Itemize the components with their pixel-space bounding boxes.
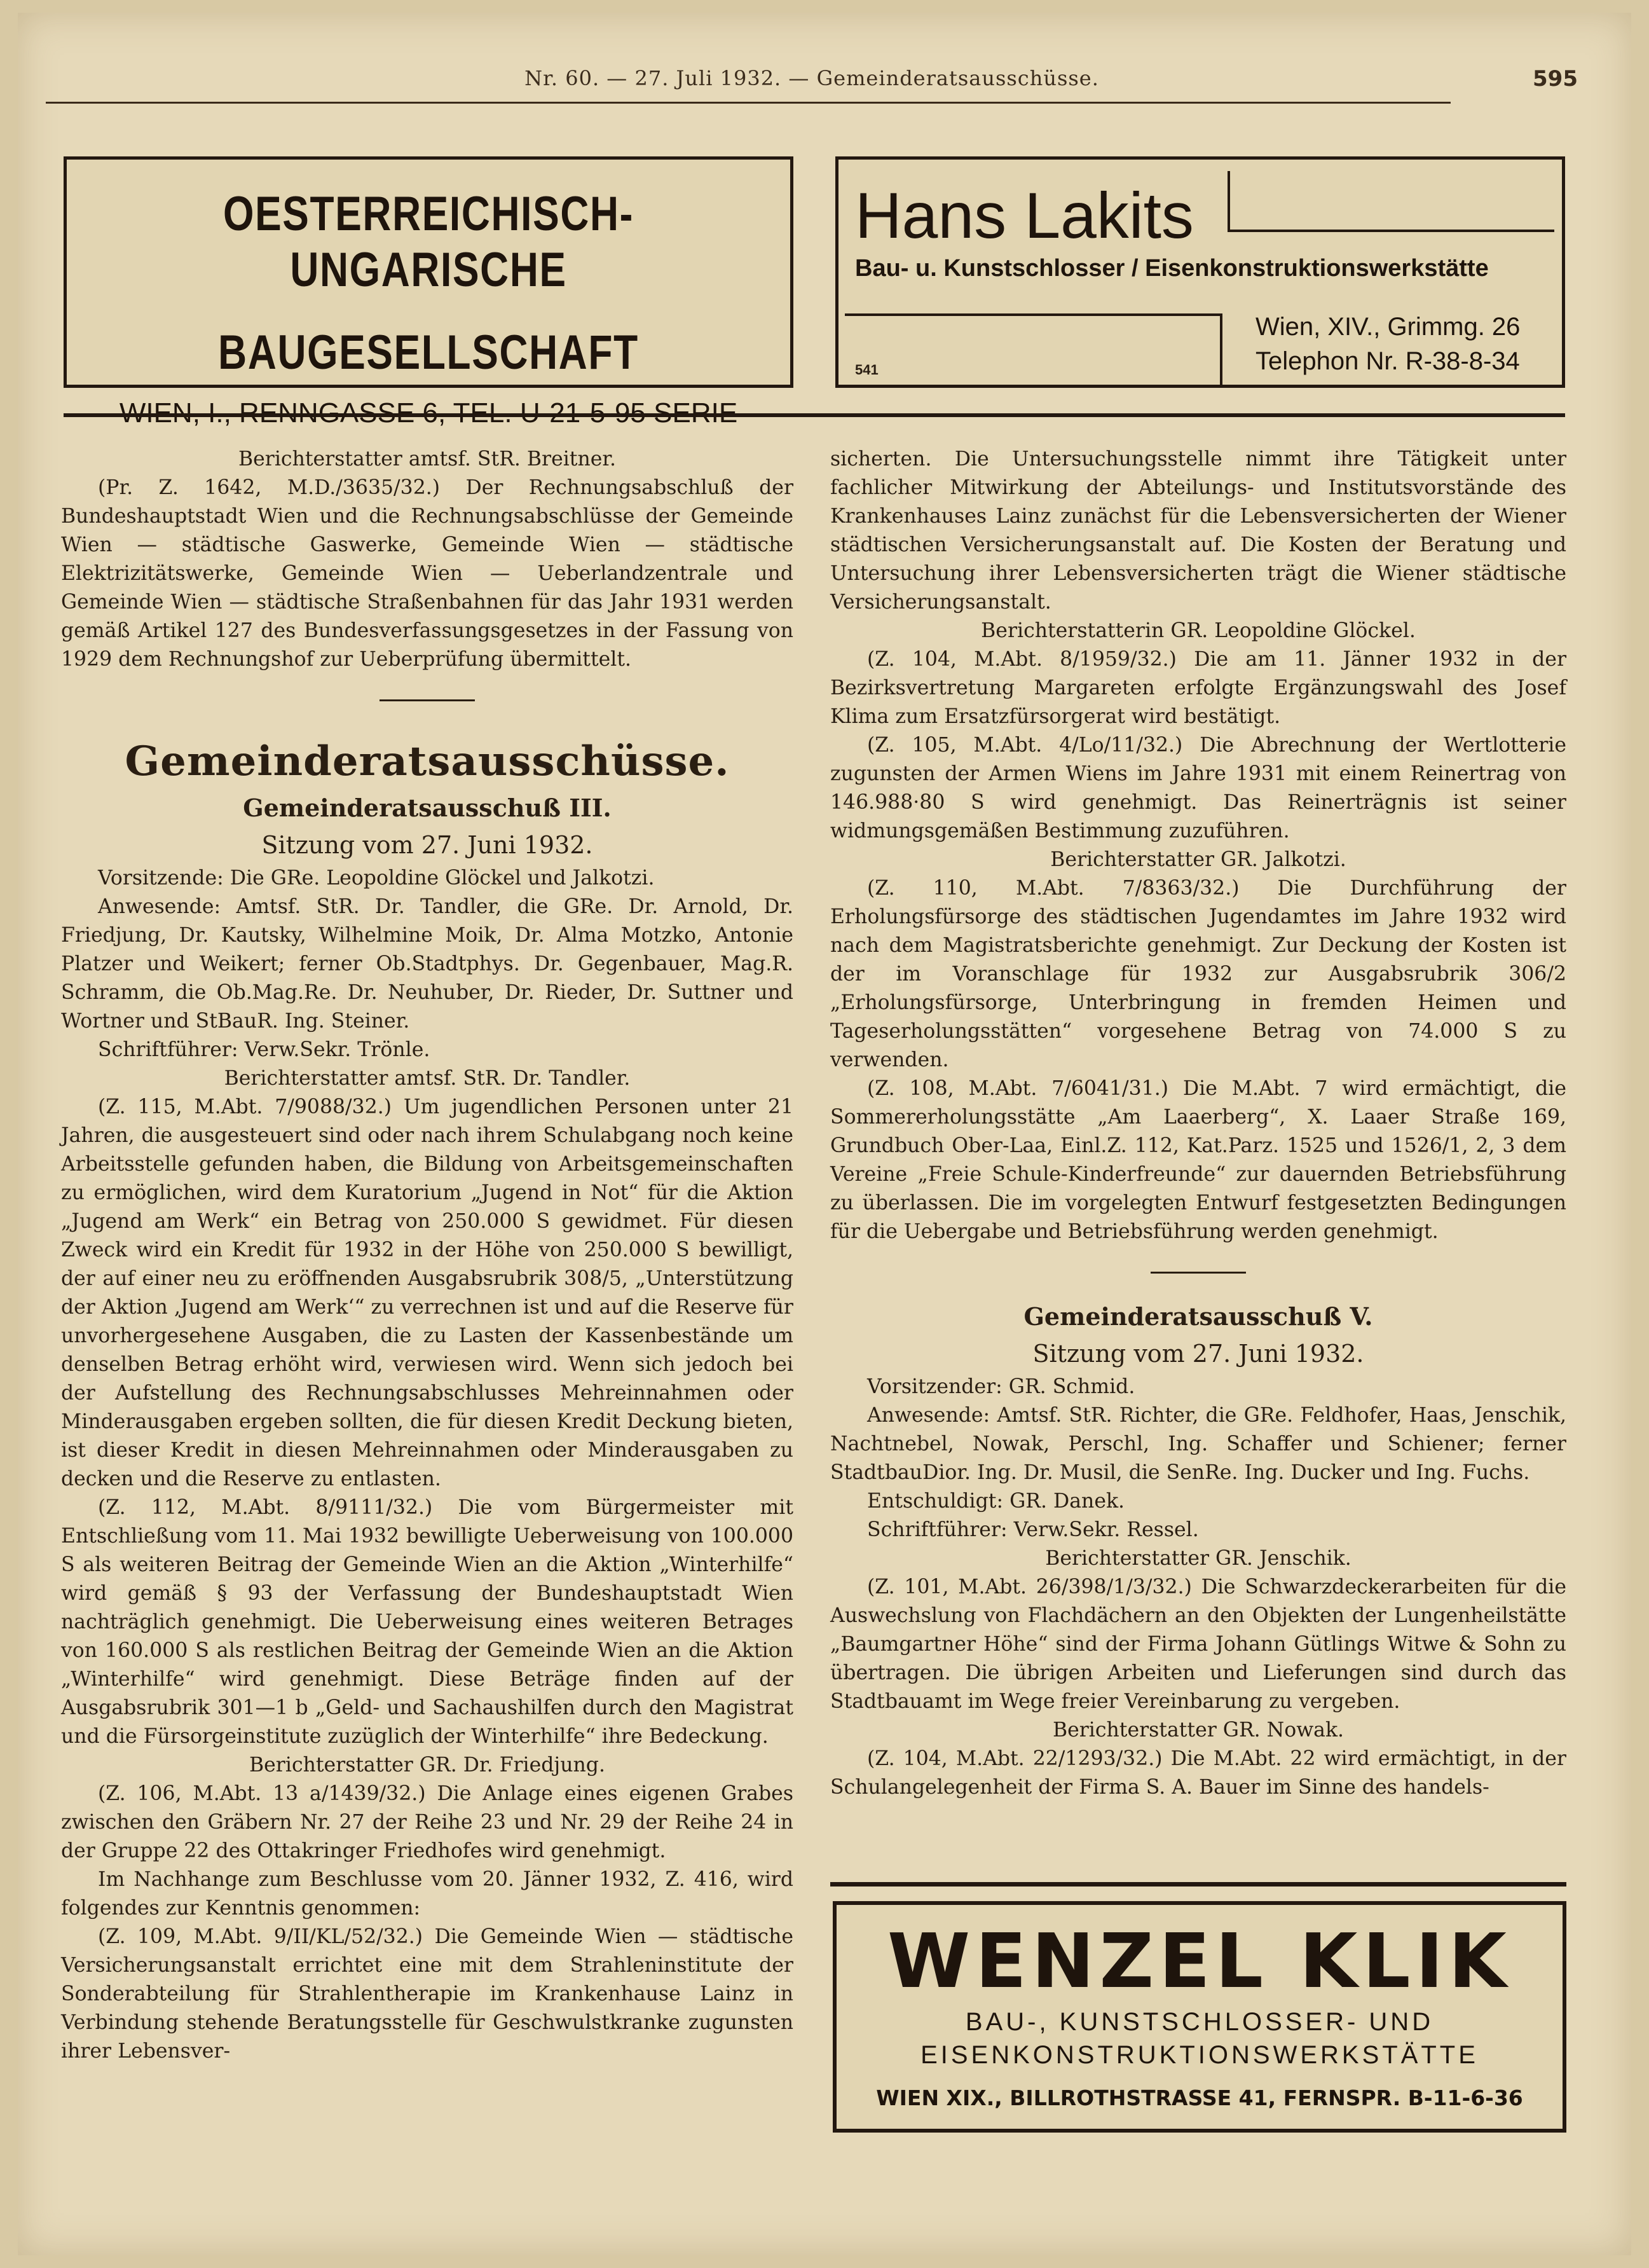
header-rule bbox=[46, 102, 1451, 104]
paragraph: (Z. 115, M.Abt. 7/9088/32.) Um jugendlichen Personen unter 21 Jahren, die ausgesteuert sind oder nach ihrem Schulabgang noch keine Arbeitsstelle gefunden haben, die Bildung von Arbeitsgemeinschaften zu ermöglichen, wird dem Kuratorium „Jugend in Not“ für die Aktion „Jugend am Werk“ ein Betrag von 250.000 S gewidmet. Für diesen Zweck wird ein Kredit für 1932 in der Höhe von 250.000 S bewilligt, der auf einer neu zu eröffnenden Ausgabsrubrik 308/5, „Unterstützung der Aktion ‚Jugend am Werk‘“ zu verrechnen ist und auf die Reserve für unvorhergesehene Ausgaben, die zu Lasten der Kassenbestände um denselben Betrag erhöht wird, verwiesen wird. Wenn sich jedoch bei der Aufstellung des Rechnungsabschlusses Mehreinnahmen oder Minderausgaben ergeben sollten, die für diesen Kredit Deckung bieten, ist dieser Kredit in diesen Mehreinnahmen oder Minderausgaben zu decken und die Reserve zu entlasten. bbox=[61, 1096, 793, 1490]
paragraph: (Z. 105, M.Abt. 4/Lo/11/32.) Die Abrechnung der Wertlotterie zugunsten der Armen Wiens im Jahre 1931 mit einem Reinertrag von 146.988·80 S wird genehmigt. Das Reinerträgnis ist seiner widmungsgemäßen Bestimmung zuzuführen. bbox=[830, 734, 1566, 842]
reporter-line: Berichterstatter amtsf. StR. Dr. Tandler. bbox=[224, 1067, 631, 1090]
reporter-line: Berichterstatter GR. Nowak. bbox=[1052, 1719, 1345, 1742]
chair-line: Vorsitzender: GR. Schmid. bbox=[867, 1375, 1135, 1398]
ad3-address: WIEN XIX., BILLROTHSTRASSE 41, FERNSPR. B-11-6-36 bbox=[876, 2086, 1523, 2110]
page-number: 595 bbox=[1533, 66, 1578, 92]
ad2-name: Hans Lakits bbox=[855, 179, 1194, 252]
ad2-address bbox=[1256, 310, 1520, 378]
left-column bbox=[61, 445, 793, 2066]
ad3-top-rule bbox=[830, 1882, 1566, 1887]
ad-hans-lakits bbox=[835, 156, 1565, 388]
session-title: Sitzung vom 27. Juni 1932. bbox=[1032, 1340, 1364, 1368]
reporter-line: Berichterstatter GR. Jalkotzi. bbox=[1050, 848, 1346, 871]
reporter-line: Berichterstatter amtsf. StR. Breitner. bbox=[238, 448, 616, 471]
paragraph: (Z. 109, M.Abt. 9/II/KL/52/32.) Die Gemeinde Wien — städtische Versicherungsanstalt errichtet eine mit dem Strahleninstitute der Sonderabteilung für Strahlentherapie im Krankenhause Lainz in Verbindung stehende Beratungsstelle für Geschwulstkranke zugunsten ihrer Lebensver- bbox=[61, 1925, 793, 2063]
ad-wenzel-klik bbox=[833, 1901, 1566, 2133]
present-line: Anwesende: Amtsf. StR. Richter, die GRe. Feldhofer, Haas, Jenschik, Nachtnebel, Nowak, Perschl, Ing. Schaffer und Schiener; ferner StadtbauDior. Ing. Dr. Musil, die SenRe. Ing. Ducker und Ing. Fuchs. bbox=[830, 1404, 1566, 1484]
right-column bbox=[830, 445, 1566, 1802]
paragraph: (Z. 104, M.Abt. 8/1959/32.) Die am 11. Jänner 1932 in der Bezirksvertretung Margareten erfolgte Ergänzungswahl des Josef Klima zum Ersatzfürsorgerat wird bestätigt. bbox=[830, 648, 1566, 728]
section-rule bbox=[64, 413, 1565, 417]
ad2-address-line2: Telephon Nr. R-38-8-34 bbox=[1256, 347, 1520, 375]
ad1-title-line1: OESTERREICHISCH-UNGARISCHE bbox=[222, 187, 634, 297]
paragraph: sicherten. Die Untersuchungsstelle nimmt ihre Tätigkeit unter fachlicher Mitwirkung der Abteilungs- und Institutsvorstände des Krankenhauses Lainz zunächst für die Lebensversicherten der Wiener städtischen Versicherungsanstalt auf. Die Kosten der Beratung und Untersuchung ihrer Lebensversicherten trägt die Wiener städtische Versicherungsanstalt. bbox=[830, 448, 1566, 614]
chair-line: Vorsitzende: Die GRe. Leopoldine Glöckel und Jalkotzi. bbox=[98, 867, 655, 890]
ad-baugesellschaft bbox=[64, 156, 793, 388]
divider bbox=[380, 699, 475, 701]
session-title: Sitzung vom 27. Juni 1932. bbox=[261, 831, 593, 859]
secretary-line: Schriftführer: Verw.Sekr. Trönle. bbox=[98, 1038, 430, 1061]
ad2-frame-top bbox=[1228, 171, 1554, 232]
paragraph: (Z. 106, M.Abt. 13 a/1439/32.) Die Anlage eines eigenen Grabes zwischen den Gräbern Nr. 27 der Reihe 23 und Nr. 29 der Reihe 24 in der Gruppe 22 des Ottakringer Friedhofes wird genehmigt. bbox=[61, 1782, 793, 1862]
paragraph: (Z. 112, M.Abt. 8/9111/32.) Die vom Bürgermeister mit Entschließung vom 11. Mai 1932 bewilligte Ueberweisung von 100.000 S als weiteren Beitrag der Gemeinde Wien an die Aktion „Winterhilfe“ wird gemäß § 93 der Verfassung der Bundeshauptstadt Wien nachträglich genehmigt. Die Ueberweisung eines weiteren Betrages von 160.000 S als restlichen Beitrag der Gemeinde Wien an die Aktion „Winterhilfe“ wird genehmigt. Diese Beträge finden auf der Ausgabsrubrik 301—1 b „Geld- und Sachaushilfen durch den Magistrat und die Fürsorgeinstitute zuzüglich der Winterhilfe“ ihre Bedeckung. bbox=[61, 1496, 793, 1748]
excused-line: Entschuldigt: GR. Danek. bbox=[867, 1490, 1125, 1513]
secretary-line: Schriftführer: Verw.Sekr. Ressel. bbox=[867, 1518, 1199, 1541]
paragraph: (Z. 101, M.Abt. 26/398/1/3/32.) Die Schwarzdeckerarbeiten für die Auswechslung von Flachdächern an den Objekten der Lungenheilstätte „Baumgartner Höhe“ sind der Firma Johann Gütlings Witwe & Sohn zu übertragen. Die übrigen Arbeiten und Lieferungen sind durch das Stadtbauamt im Wege freier Vereinbarung zu vergeben. bbox=[830, 1576, 1566, 1713]
reporter-line: Berichterstatter GR. Jenschik. bbox=[1045, 1547, 1351, 1570]
running-title: Nr. 60. — 27. Juli 1932. — Gemeinderatsausschüsse. bbox=[524, 66, 1099, 90]
paragraph: (Z. 104, M.Abt. 22/1293/32.) Die M.Abt. 22 wird ermächtigt, in der Schulangelegenheit der Firma S. A. Bauer im Sinne des handels- bbox=[830, 1747, 1566, 1799]
reporter-line: Berichterstatter GR. Dr. Friedjung. bbox=[249, 1754, 605, 1777]
ad3-sub-line1: BAU-, KUNSTSCHLOSSER- UND bbox=[965, 2008, 1434, 2036]
ad2-address-line1: Wien, XIV., Grimmg. 26 bbox=[1256, 313, 1521, 341]
committee-title: Gemeinderatsausschuß III. bbox=[243, 794, 612, 822]
ad1-title-line2: BAUGESELLSCHAFT bbox=[218, 326, 639, 380]
ad2-frame-bottom bbox=[845, 313, 1222, 385]
ad2-number: 541 bbox=[855, 362, 879, 378]
ad2-subtitle: Bau- u. Kunstschlosser / Eisenkonstruktionswerkstätte bbox=[855, 255, 1489, 282]
page-header bbox=[46, 66, 1578, 104]
paragraph: (Z. 110, M.Abt. 7/8363/32.) Die Durchführung der Erholungsfürsorge des städtischen Jugendamtes im Jahre 1932 wird nach dem Magistratsberichte genehmigt. Zur Deckung der Kosten ist der im Voranschlage für 1932 zur Ausgabsrubrik 306/2 „Erholungsfürsorge, Unterbringung in fremden Heimen und Tageserholungsstätten“ vorgesehene Betrag von 74.000 S zu verwenden. bbox=[830, 877, 1566, 1071]
ad3-title: WENZEL KLIK bbox=[887, 1917, 1512, 2005]
paragraph: Im Nachhange zum Beschlusse vom 20. Jänner 1932, Z. 416, wird folgendes zur Kenntnis genommen: bbox=[61, 1868, 793, 1920]
paragraph: (Pr. Z. 1642, M.D./3635/32.) Der Rechnungsabschluß der Bundeshauptstadt Wien und die Rechnungsabschlüsse der Gemeinde Wien — städtische Gaswerke, Gemeinde Wien — städtische Elektrizitätswerke, Gemeinde Wien — Ueberlandzentrale und Gemeinde Wien — städtische Straßenbahnen für das Jahr 1931 werden gemäß Artikel 127 des Bundesverfassungsgesetzes in der Fassung von 1929 dem Rechnungshof zur Ueberprüfung übermittelt. bbox=[61, 476, 793, 671]
committee-title: Gemeinderatsausschuß V. bbox=[1023, 1302, 1373, 1331]
paragraph: (Z. 108, M.Abt. 7/6041/31.) Die M.Abt. 7 wird ermächtigt, die Sommererholungsstätte „Am Laaerberg“, X. Laaer Straße 169, Grundbuch Ober-Laa, Einl.Z. 112, Kat.Parz. 1525 und 1526/1, 2, 3 dem Vereine „Freie Schule-Kinderfreunde“ zur dauernden Betriebsführung zu überlassen. Die im vorgelegten Entwurf festgesetzten Bedingungen für die Uebergabe und Betriebsführung werden genehmigt. bbox=[830, 1077, 1566, 1243]
present-line: Anwesende: Amtsf. StR. Dr. Tandler, die GRe. Dr. Arnold, Dr. Friedjung, Dr. Kautsky, Wilhelmine Moik, Dr. Alma Motzko, Antonie Platzer und Weikert; ferner Ob.Stadtphys. Dr. Gegenbauer, Mag.R. Schramm, die Ob.Mag.Re. Dr. Neuhuber, Dr. Rieder, Dr. Suttner und Wortner und StBauR. Ing. Steiner. bbox=[61, 895, 793, 1033]
divider bbox=[1151, 1272, 1246, 1274]
reporter-line: Berichterstatterin GR. Leopoldine Glöckel. bbox=[981, 619, 1416, 642]
ad3-sub-line2: EISENKONSTRUKTIONSWERKSTÄTTE bbox=[920, 2041, 1479, 2069]
section-title: Gemeinderatsausschüsse. bbox=[125, 738, 730, 785]
